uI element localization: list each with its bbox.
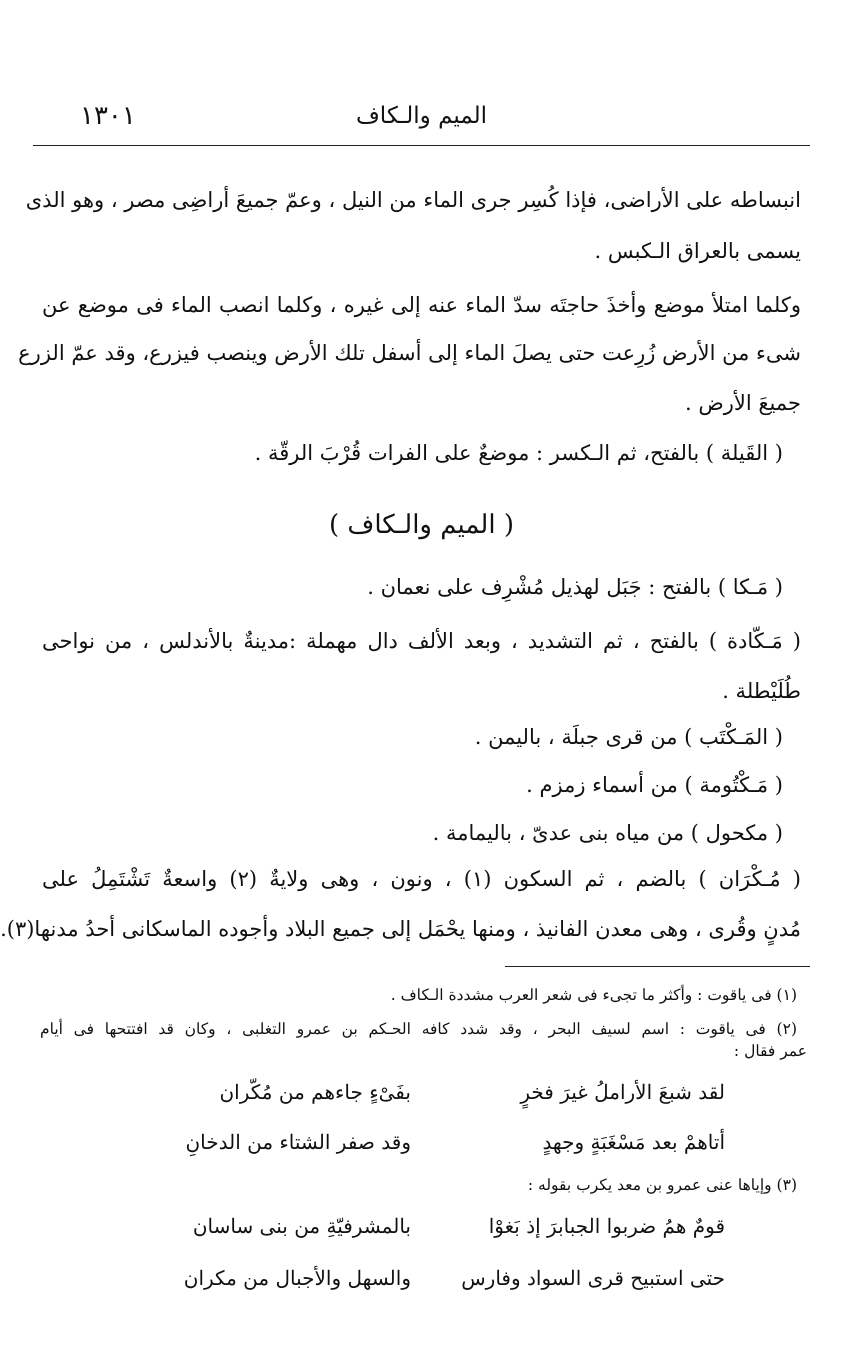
verse-hemistich: لقد شبعَ الأراملُ غيرَ فخرٍ	[520, 1080, 725, 1104]
entry-makhul: ( مكحول ) من مياه بنى عدىّ ، باليمامة .	[432, 821, 783, 845]
entry-makkada-cont: طُلَيْطلة .	[722, 679, 801, 703]
entry-maktab: ( المَـكْتَب ) من قرى جبلَة ، باليمن .	[474, 725, 783, 749]
footnote-separator	[505, 966, 810, 967]
verse-hemistich: قومٌ همُ ضربوا الجبابرَ إذ بَغوْا	[488, 1214, 725, 1238]
footnote-2-cont: عمر فقال :	[733, 1042, 807, 1060]
running-header-title: الميم والـكاف	[355, 103, 488, 129]
verse-hemistich: أتاهمْ بعد مَسْغَبَةٍ وجهدٍ	[542, 1130, 725, 1154]
entry-qayla: ( القَيلة ) بالفتح، ثم الـكسر : موضعٌ على الفرات قُرْبَ الرقّة .	[254, 441, 783, 465]
footnote-1: (١) فى ياقوت : وأكثر ما تجىء فى شعر العرب مشددة الـكاف .	[390, 986, 797, 1004]
footnote-3: (٣) وإياها عنى عمرو بن معد يكرب بقوله :	[527, 1176, 797, 1194]
entry-mukran: ( مُـكْرَان ) بالضم ، ثم السكون (١) ، ونون ، وهى ولايةٌ (٢) واسعةٌ تَشْتَمِلُ على	[42, 867, 801, 891]
page-number: ١٣٠١	[80, 101, 136, 131]
verse-hemistich: بالمشرفيّةِ من بنى ساسان	[192, 1214, 411, 1238]
entry-mukran-cont: مُدنٍ وقُرى ، وهى معدن الفانيذ ، ومنها يحْمَل إلى جميع البلاد وأجوده الماسكانى أحدُ مدنها(٣).	[0, 917, 801, 941]
entry-maktuma: ( مَـكْتُومة ) من أسماء زمزم .	[526, 773, 783, 797]
verse-hemistich: وقد صفر الشتاء من الدخانِ	[185, 1130, 411, 1154]
entry-makkada: ( مَـكّادة ) بالفتح ، ثم التشديد ، وبعد الألف دال مهملة :مدينةٌ بالأندلس ، من نواحى	[42, 629, 801, 653]
body-line: وكلما امتلأ موضع وأخذَ حاجتَه سدّ الماء عنه إلى غيره ، وكلما انصب الماء فى موضع عن	[42, 293, 801, 317]
section-heading: ( الميم والـكاف )	[329, 510, 514, 540]
body-line: شىء من الأرض زُرِعت حتى يصلَ الماء إلى أسفل تلك الأرض وينصب فيزرع، وقد عمّ الزرع	[18, 341, 801, 365]
entry-maka: ( مَـكا ) بالفتح : جَبَل لهذيل مُشْرِف على نعمان .	[367, 575, 783, 599]
header-rule	[33, 145, 810, 146]
body-line: انبساطه على الأراضى، فإذا كُسِر جرى الماء من النيل ، وعمّ جميعَ أراضِى مصر ، وهو الذى	[25, 188, 801, 212]
body-line: يسمى بالعراق الـكبس .	[594, 239, 801, 263]
footnote-2: (٢) فى ياقوت : اسم لسيف البحر ، وقد شدد كافه الحـكم بن عمرو التغلبى ، وكان قد افتتحها فى أيام	[40, 1020, 797, 1038]
verse-hemistich: حتى استبيح قرى السواد وفارس	[461, 1266, 725, 1290]
body-line: جميعَ الأرض .	[684, 391, 801, 415]
verse-hemistich: والسهل والأجبال من مكران	[183, 1266, 411, 1290]
verse-hemistich: بفَىْءٍ جاءهم من مُكّران	[219, 1080, 411, 1104]
